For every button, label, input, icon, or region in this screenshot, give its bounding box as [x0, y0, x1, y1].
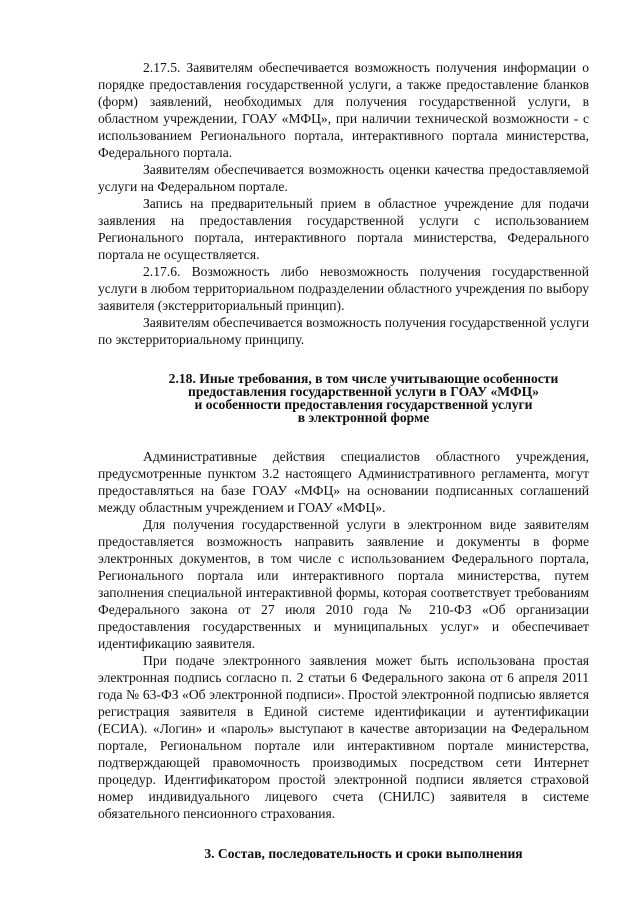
- paragraph-appointment: Запись на предварительный прием в областное учреждение для подачи заявления на предоставления государственной услуги с использованием Регионального портала, интерактивного портала министерства, Федерального портала не осуществляется.: [98, 196, 589, 262]
- heading-line: 2.18. Иные требования, в том числе учитывающие особенности: [168, 371, 559, 386]
- paragraph-extraterritorial: Заявителям обеспечивается возможность получения государственной услуги по экстерриториальному принципу.: [98, 315, 589, 347]
- paragraph-2-17-5: 2.17.5. Заявителям обеспечивается возможность получения информации о порядке предоставления государственной услуги, а также предоставление бланков (форм) заявлений, необходимых для получения государственной услуги, в областном учреждении, ГОАУ «МФЦ», при наличии технической возможности - с использованием Регионального портала, интерактивного портала министерства, Федерального портала.: [98, 60, 589, 160]
- paragraph-2-17-6: 2.17.6. Возможность либо невозможность получения государственной услуги в любом территориальном подразделении областного учреждения по выбору заявителя (экстерриториальный принцип).: [98, 264, 589, 313]
- paragraph-quality-rating: Заявителям обеспечивается возможность оценки качества предоставляемой услуги на Федеральном портале.: [98, 162, 589, 194]
- heading-line: и особенности предоставления государственной услуги: [194, 397, 533, 412]
- paragraph-admin-actions: Административные действия специалистов областного учреждения, предусмотренные пунктом 3.2 настоящего Административного регламента, могут предоставляться на базе ГОАУ «МФЦ» на основании подписанных соглашений между областным учреждением и ГОАУ «МФЦ».: [98, 449, 589, 515]
- section-heading-2-18: [98, 372, 589, 424]
- heading-line: предоставления государственной услуги в ГОАУ «МФЦ»: [188, 384, 539, 399]
- paragraph-electronic-signature: При подаче электронного заявления может быть использована простая электронная подпись согласно п. 2 статьи 6 Федерального закона от 6 апреля 2011 года № 63-ФЗ «Об электронной подписи». Простой электронной подписью является регистрация заявителя в Единой системе идентификации и аутентификации (ЕСИА). «Логин» и «пароль» выступают в качестве авторизации на Федеральном портале, Региональном портале или интерактивном портале министерства, подтверждающей правомочность производимых посредством сети Интернет процедур. Идентификатором простой электронной подписи является страховой номер индивидуального лицевого счета (СНИЛС) заявителя в системе обязательного пенсионного страхования.: [98, 653, 589, 821]
- heading-line: в электронной форме: [297, 410, 430, 425]
- paragraph-electronic-submission: Для получения государственной услуги в электронном виде заявителям предоставляется возможность направить заявление и документы в форме электронных документов, в том числе с использованием Федерального портала, Регионального портала или интерактивного портала министерства, путем заполнения специальной интерактивной формы, которая соответствует требованиям Федерального закона от 27 июля 2010 года № 210-ФЗ «Об организации предоставления государственных и муниципальных услуг» и обеспечивает идентификацию заявителя.: [98, 517, 589, 651]
- section-title-3: 3. Состав, последовательность и сроки выполнения: [204, 846, 523, 861]
